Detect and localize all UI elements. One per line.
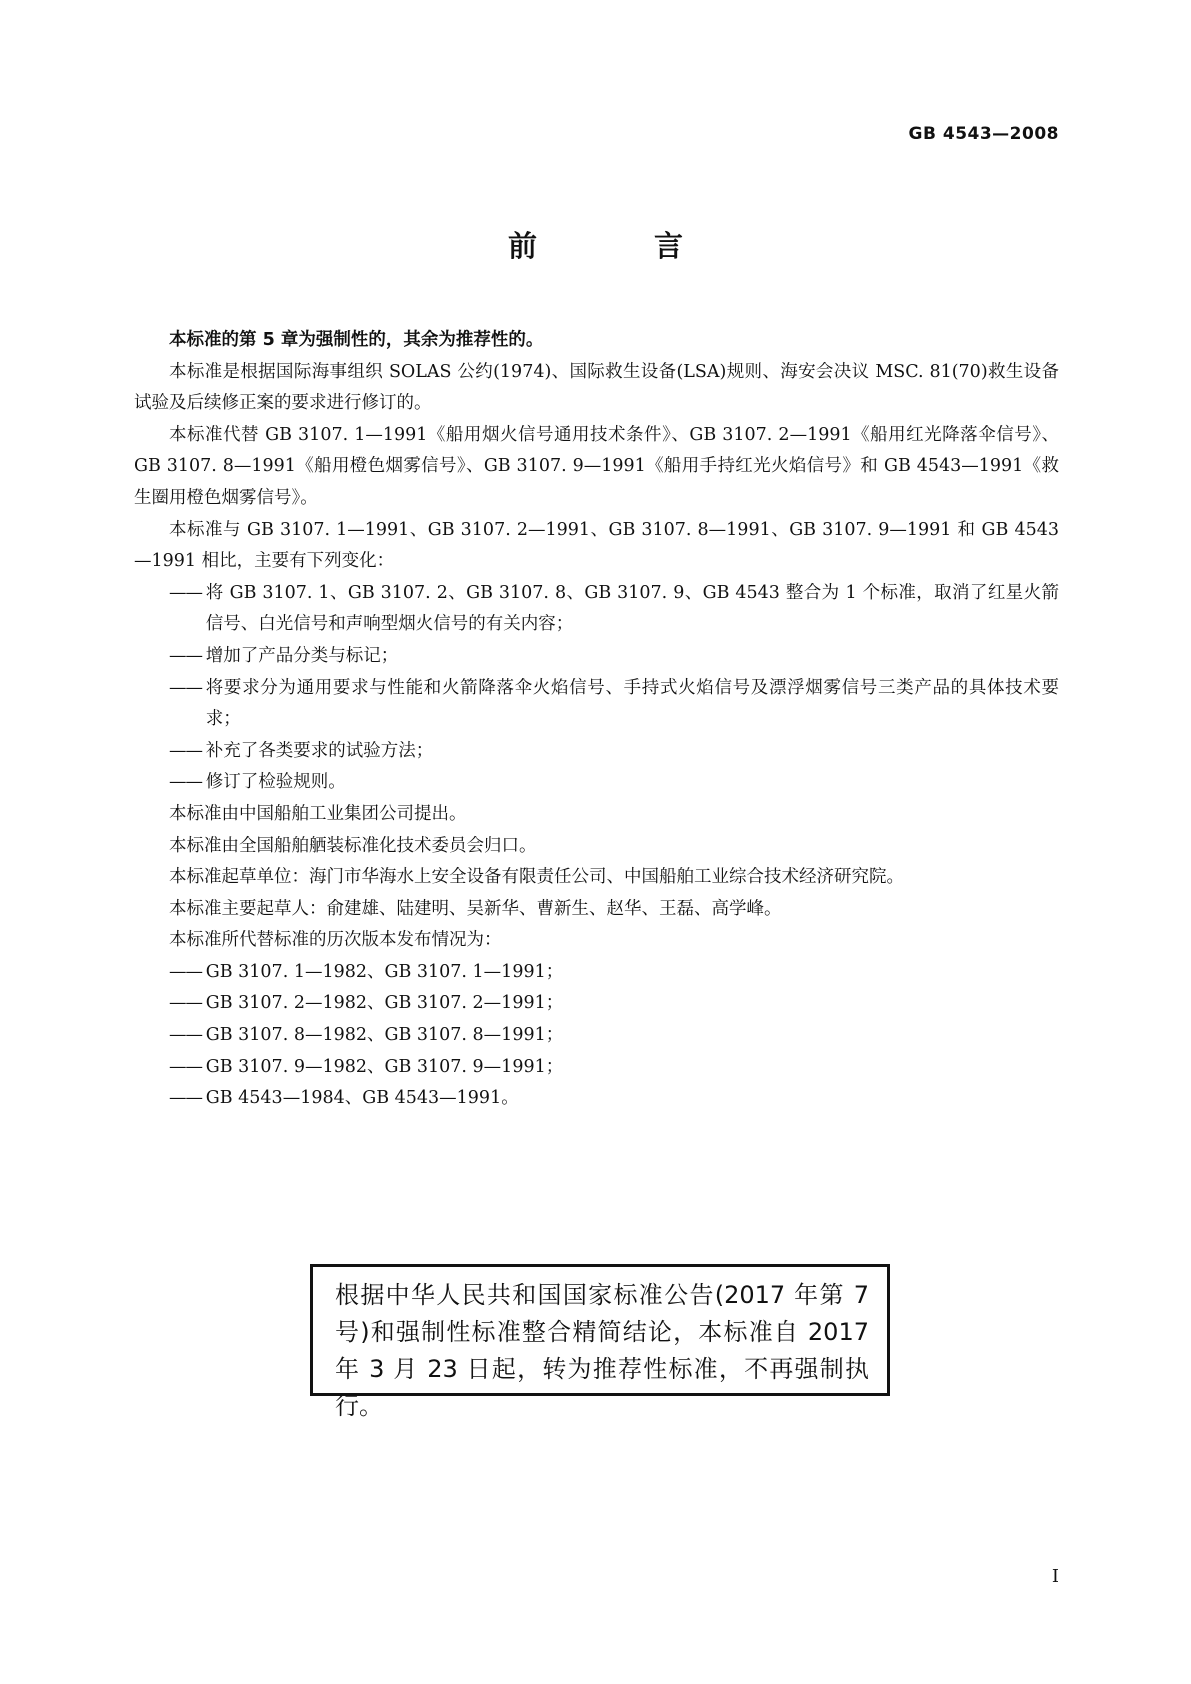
dash-mark: ——	[169, 993, 202, 1014]
proposer-line: 本标准由中国船舶工业集团公司提出。	[169, 803, 467, 824]
history-item-text: GB 3107. 9—1982、GB 3107. 9—1991；	[205, 1056, 564, 1077]
history-item	[134, 1020, 1059, 1052]
change-item-text: 将要求分为通用要求与性能和火箭降落伞火焰信号、手持式火焰信号及漂浮烟雾信号三类产品的具体技术要求；	[205, 677, 1059, 730]
drafting-units-line: 本标准起草单位：海门市华海水上安全设备有限责任公司、中国船舶工业综合技术经济研究院。	[169, 867, 904, 888]
comparison-paragraph: 本标准与 GB 3107. 1—1991、GB 3107. 2—1991、GB 3107. 8—1991、GB 3107. 9—1991 和 GB 4543—1991 相比，主要有下列变化：	[134, 519, 1059, 572]
dash-mark: ——	[169, 677, 202, 698]
history-item-text: GB 4543—1984、GB 4543—1991。	[205, 1088, 519, 1109]
history-item	[134, 957, 1059, 989]
dash-mark: ——	[169, 645, 202, 666]
change-item	[134, 673, 1059, 736]
change-item-text: 增加了产品分类与标记；	[205, 645, 399, 666]
notice-box: 根据中华人民共和国国家标准公告(2017 年第 7 号)和强制性标准整合精简结论，本标准自 2017 年 3 月 23 日起，转为推荐性标准，不再强制执行。	[310, 1264, 890, 1396]
history-intro-line: 本标准所代替标准的历次版本发布情况为：	[169, 930, 502, 951]
dash-mark: ——	[169, 1088, 202, 1109]
foreword-body	[134, 325, 1059, 1115]
history-item	[134, 1083, 1059, 1115]
change-item	[134, 767, 1059, 799]
replacement-paragraph: 本标准代替 GB 3107. 1—1991《船用烟火信号通用技术条件》、GB 3107. 2—1991《船用红光降落伞信号》、GB 3107. 8—1991《船用橙色烟雾信号》、GB 3107. 9—1991《船用手持红光火焰信号》和 GB 4543—1991《救生圈用橙色烟雾信号》。	[134, 424, 1059, 508]
dash-mark: ——	[169, 740, 202, 761]
standard-number: GB 4543—2008	[908, 124, 1059, 144]
dash-mark: ——	[169, 961, 202, 982]
committee-line: 本标准由全国船舶舾装标准化技术委员会归口。	[169, 835, 537, 856]
change-item	[134, 736, 1059, 768]
dash-mark: ——	[169, 582, 202, 603]
change-item	[134, 578, 1059, 641]
change-item-text: 修订了检验规则。	[205, 772, 346, 793]
change-item-text: 将 GB 3107. 1、GB 3107. 2、GB 3107. 8、GB 3107. 9、GB 4543 整合为 1 个标准，取消了红星火箭信号、白光信号和声响型烟火信号的有关内容；	[205, 582, 1059, 635]
basis-paragraph: 本标准是根据国际海事组织 SOLAS 公约(1974)、国际救生设备(LSA)规则、海安会决议 MSC. 81(70)救生设备试验及后续修正案的要求进行修订的。	[134, 361, 1059, 414]
history-item-text: GB 3107. 2—1982、GB 3107. 2—1991；	[205, 993, 564, 1014]
dash-mark: ——	[169, 772, 202, 793]
history-item-text: GB 3107. 8—1982、GB 3107. 8—1991；	[205, 1025, 564, 1046]
dash-mark: ——	[169, 1025, 202, 1046]
mandatory-statement: 本标准的第 5 章为强制性的，其余为推荐性的。	[169, 330, 544, 350]
page-number: I	[1051, 1566, 1059, 1587]
dash-mark: ——	[169, 1056, 202, 1077]
history-item	[134, 988, 1059, 1020]
history-item	[134, 1052, 1059, 1084]
change-item	[134, 641, 1059, 673]
history-item-text: GB 3107. 1—1982、GB 3107. 1—1991；	[205, 961, 564, 982]
change-item-text: 补充了各类要求的试验方法；	[205, 740, 434, 761]
page-title: 前 言	[507, 229, 727, 263]
drafters-line: 本标准主要起草人：俞建雄、陆建明、吴新华、曹新生、赵华、王磊、高学峰。	[169, 898, 782, 919]
